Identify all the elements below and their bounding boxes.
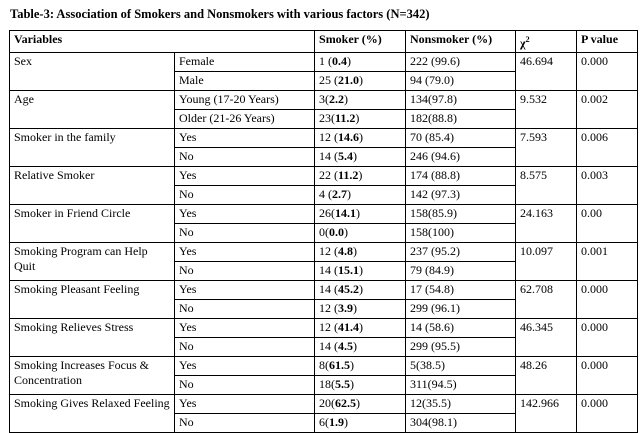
smoker-cell: 25 (21.0) (315, 72, 406, 91)
smoker-cell: 3(2.2) (315, 91, 406, 110)
p-value-cell: 0.000 (577, 53, 638, 91)
variable-cell: Smoker in the family (10, 129, 175, 167)
chi-square-cell: 7.593 (516, 129, 577, 167)
nonsmoker-cell: 304(98.1) (406, 414, 516, 433)
smoker-percent: 41.4 (338, 320, 360, 334)
smoker-cell: 14 (4.5) (315, 338, 406, 357)
nonsmoker-cell: 246 (94.6) (406, 148, 516, 167)
nonsmoker-cell: 299 (96.1) (406, 300, 516, 319)
level-cell: No (175, 300, 315, 319)
table-row (10, 91, 638, 110)
variable-cell: Age (10, 91, 175, 129)
level-cell: Yes (175, 281, 315, 300)
table-row (10, 357, 638, 376)
smoker-count: 12 (319, 320, 332, 334)
smoker-count: 26 (319, 206, 332, 220)
header-row (10, 31, 638, 53)
nonsmoker-cell: 12(35.5) (406, 395, 516, 414)
level-cell: Older (21-26 Years) (175, 110, 315, 129)
nonsmoker-cell: 70 (85.4) (406, 129, 516, 148)
smoker-percent: 11.2 (335, 111, 356, 125)
level-cell: No (175, 376, 315, 395)
header-p-value: P value (577, 31, 638, 53)
smoker-percent: 14.6 (338, 130, 360, 144)
smoker-percent: 21.0 (338, 73, 360, 87)
smoker-count: 12 (319, 130, 332, 144)
level-cell: Young (17-20 Years) (175, 91, 315, 110)
level-cell: No (175, 338, 315, 357)
level-cell: No (175, 414, 315, 433)
table-row (10, 243, 638, 262)
smoker-percent: 5.4 (338, 149, 354, 163)
nonsmoker-cell: 222 (99.6) (406, 53, 516, 72)
table-row (10, 319, 638, 338)
table-caption (10, 7, 430, 22)
table-row (10, 395, 638, 414)
smoker-cell: 12 (4.8) (315, 243, 406, 262)
p-value-cell: 0.006 (577, 129, 638, 167)
smoker-percent: 0.4 (332, 54, 348, 68)
smoker-count: 23 (319, 111, 332, 125)
p-value-cell: 0.003 (577, 167, 638, 205)
nonsmoker-cell: 17 (54.8) (406, 281, 516, 300)
variable-cell: Smoking Pleasant Feeling (10, 281, 175, 319)
smoker-count: 25 (319, 73, 332, 87)
table-row (10, 281, 638, 300)
smoker-count: 18 (319, 377, 332, 391)
header-nonsmoker: Nonsmoker (%) (406, 31, 516, 53)
smoker-cell: 6(1.9) (315, 414, 406, 433)
chi-square-cell: 46.694 (516, 53, 577, 91)
smoker-percent: 3.9 (338, 301, 354, 315)
smoker-count: 14 (319, 263, 332, 277)
p-value-cell: 0.002 (577, 91, 638, 129)
smoker-percent: 45.2 (338, 282, 360, 296)
smoker-count: 0 (319, 225, 326, 239)
caption-prefix: Table-3: (10, 7, 54, 21)
nonsmoker-cell: 158(85.9) (406, 205, 516, 224)
nonsmoker-cell: 299 (95.5) (406, 338, 516, 357)
nonsmoker-cell: 94 (79.0) (406, 72, 516, 91)
nonsmoker-cell: 79 (84.9) (406, 262, 516, 281)
chi-square-cell: 10.097 (516, 243, 577, 281)
level-cell: No (175, 224, 315, 243)
chi-symbol: χ (520, 36, 526, 50)
smoker-percent: 4.8 (338, 244, 354, 258)
chi-square-cell: 48.26 (516, 357, 577, 395)
nonsmoker-cell: 14 (58.6) (406, 319, 516, 338)
caption-text: Association of Smokers and Nonsmokers with various factors (N=342) (54, 7, 430, 21)
p-value-cell: 0.000 (577, 357, 638, 395)
nonsmoker-cell: 142 (97.3) (406, 186, 516, 205)
smoker-count: 14 (319, 149, 332, 163)
smoker-percent: 4.5 (338, 339, 354, 353)
level-cell: Yes (175, 395, 315, 414)
p-value-cell: 0.001 (577, 243, 638, 281)
table-row (10, 129, 638, 148)
level-cell: Yes (175, 129, 315, 148)
smoker-cell: 26(14.1) (315, 205, 406, 224)
smoker-cell: 12 (14.6) (315, 129, 406, 148)
header-smoker: Smoker (%) (315, 31, 406, 53)
smoker-percent: 62.5 (335, 396, 357, 410)
smoker-count: 20 (319, 396, 332, 410)
variable-cell: Smoking Increases Focus & Concentration (10, 357, 175, 395)
smoker-cell: 14 (45.2) (315, 281, 406, 300)
nonsmoker-cell: 237 (95.2) (406, 243, 516, 262)
smoker-count: 12 (319, 244, 332, 258)
association-table (9, 30, 638, 433)
p-value-cell: 0.000 (577, 395, 638, 433)
nonsmoker-cell: 311(94.5) (406, 376, 516, 395)
smoker-cell: 1 (0.4) (315, 53, 406, 72)
smoker-percent: 61.5 (329, 358, 351, 372)
smoker-cell: 12 (3.9) (315, 300, 406, 319)
variable-cell: Smoking Relieves Stress (10, 319, 175, 357)
smoker-cell: 0(0.0) (315, 224, 406, 243)
smoker-percent: 1.9 (329, 415, 345, 429)
chi-square-cell: 62.708 (516, 281, 577, 319)
variable-cell: Smoking Gives Relaxed Feeling (10, 395, 175, 433)
variable-cell: Sex (10, 53, 175, 91)
level-cell: Yes (175, 167, 315, 186)
chi-square-cell: 46.345 (516, 319, 577, 357)
level-cell: Yes (175, 357, 315, 376)
p-value-cell: 0.00 (577, 205, 638, 243)
chi-square-cell: 9.532 (516, 91, 577, 129)
smoker-cell: 22 (11.2) (315, 167, 406, 186)
smoker-percent: 14.1 (335, 206, 357, 220)
chi-superscript: 2 (525, 35, 530, 44)
chi-square-cell: 8.575 (516, 167, 577, 205)
smoker-percent: 2.7 (332, 187, 348, 201)
table-row (10, 167, 638, 186)
chi-square-cell: 142.966 (516, 395, 577, 433)
smoker-count: 14 (319, 282, 332, 296)
nonsmoker-cell: 158(100) (406, 224, 516, 243)
table-row (10, 205, 638, 224)
p-value-cell: 0.000 (577, 319, 638, 357)
smoker-count: 6 (319, 415, 326, 429)
level-cell: Female (175, 53, 315, 72)
level-cell: No (175, 186, 315, 205)
level-cell: No (175, 262, 315, 281)
smoker-cell: 4 (2.7) (315, 186, 406, 205)
smoker-percent: 0.0 (329, 225, 345, 239)
smoker-count: 14 (319, 339, 332, 353)
level-cell: Male (175, 72, 315, 91)
nonsmoker-cell: 134(97.8) (406, 91, 516, 110)
level-cell: Yes (175, 243, 315, 262)
variable-cell: Smoker in Friend Circle (10, 205, 175, 243)
chi-square-cell: 24.163 (516, 205, 577, 243)
nonsmoker-cell: 5(38.5) (406, 357, 516, 376)
header-chi-square (516, 31, 577, 53)
smoker-cell: 18(5.5) (315, 376, 406, 395)
level-cell: No (175, 148, 315, 167)
smoker-count: 1 (319, 54, 326, 68)
table-row (10, 53, 638, 72)
smoker-cell: 14 (15.1) (315, 262, 406, 281)
p-value-cell: 0.000 (577, 281, 638, 319)
smoker-count: 3 (319, 92, 326, 106)
smoker-cell: 20(62.5) (315, 395, 406, 414)
smoker-count: 4 (319, 187, 326, 201)
smoker-percent: 11.2 (338, 168, 359, 182)
variable-cell: Smoking Program can Help Quit (10, 243, 175, 281)
smoker-cell: 23(11.2) (315, 110, 406, 129)
smoker-percent: 2.2 (329, 92, 345, 106)
smoker-count: 12 (319, 301, 332, 315)
smoker-cell: 14 (5.4) (315, 148, 406, 167)
nonsmoker-cell: 182(88.8) (406, 110, 516, 129)
smoker-count: 22 (319, 168, 332, 182)
smoker-percent: 5.5 (335, 377, 351, 391)
smoker-cell: 8(61.5) (315, 357, 406, 376)
variable-cell: Relative Smoker (10, 167, 175, 205)
level-cell: Yes (175, 319, 315, 338)
level-cell: Yes (175, 205, 315, 224)
smoker-count: 8 (319, 358, 326, 372)
nonsmoker-cell: 174 (88.8) (406, 167, 516, 186)
smoker-cell: 12 (41.4) (315, 319, 406, 338)
header-variables: Variables (10, 31, 315, 53)
smoker-percent: 15.1 (338, 263, 360, 277)
